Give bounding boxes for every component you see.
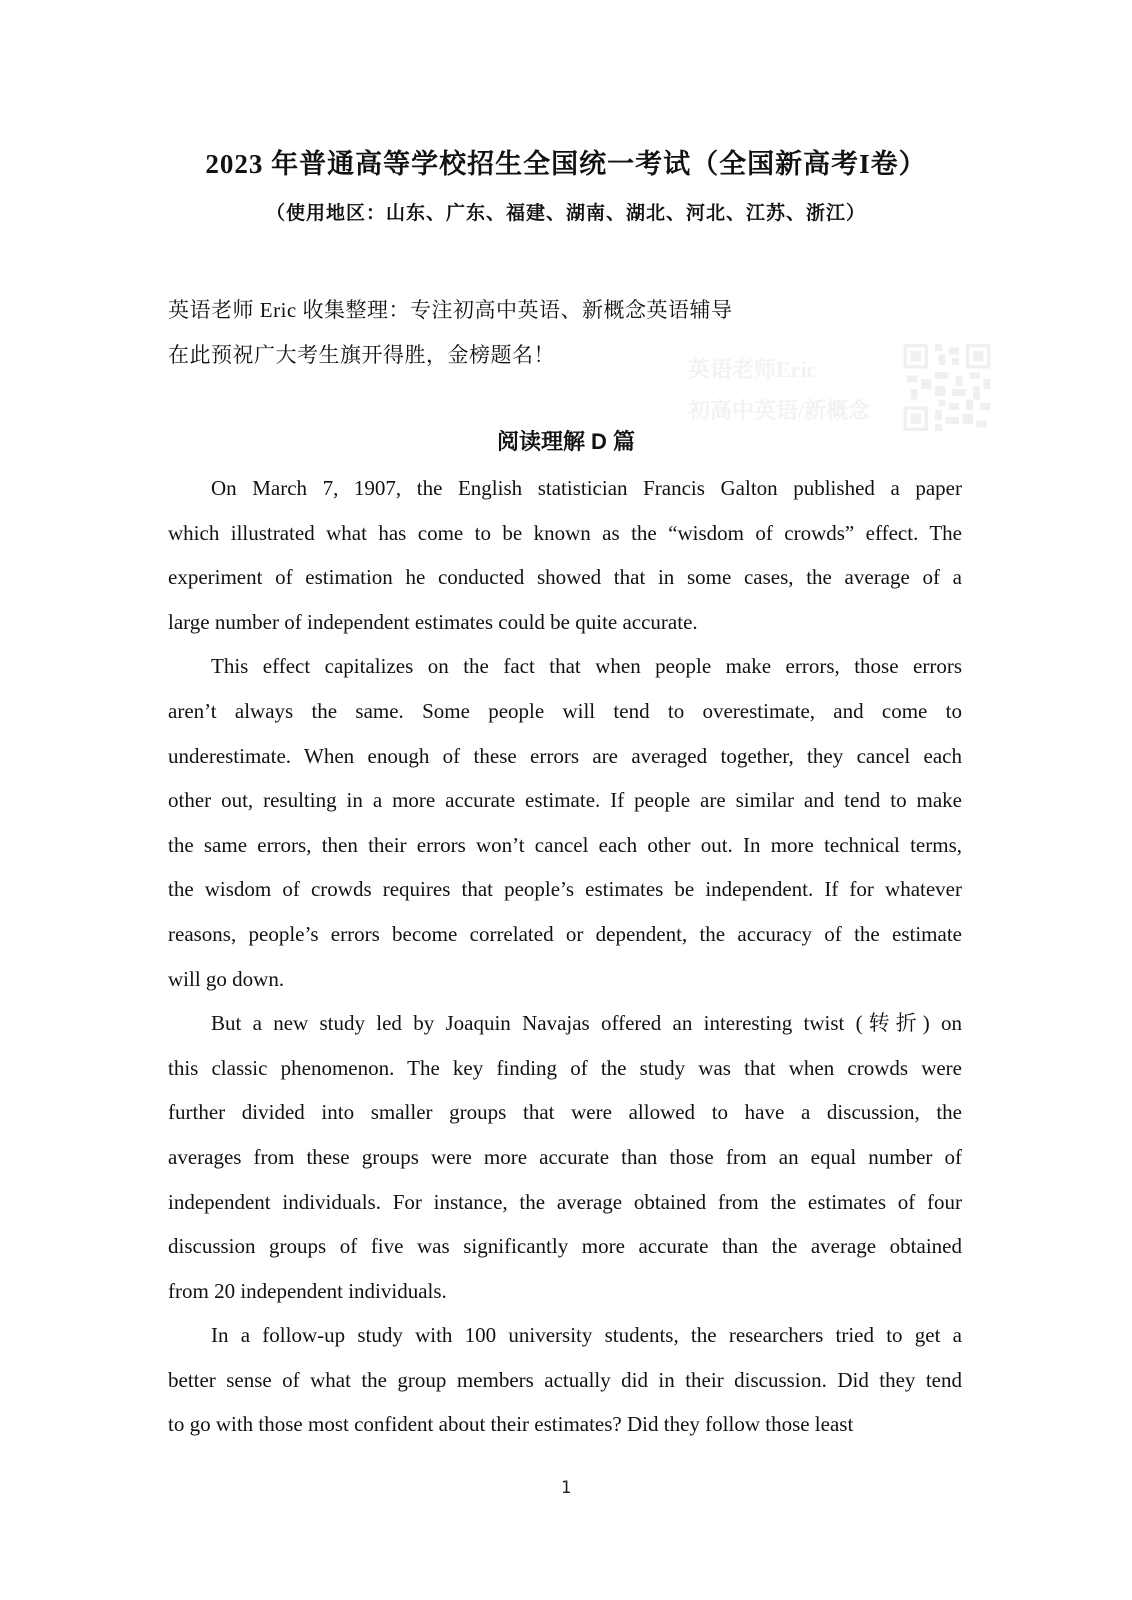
paragraph-line: other out, resulting in a more accurate estimate. If people are similar and tend to make bbox=[168, 788, 962, 813]
paragraph-line: discussion groups of five was significantly more accurate than the average obtained bbox=[168, 1234, 962, 1259]
paragraph-line: this classic phenomenon. The key finding of the study was that when crowds were bbox=[168, 1055, 962, 1080]
paragraph-line: large number of independent estimates could be quite accurate. bbox=[168, 609, 698, 634]
paragraph bbox=[168, 1313, 962, 1447]
paragraph-line: underestimate. When enough of these errors are averaged together, they cancel each bbox=[168, 743, 962, 768]
paragraph-line: further divided into smaller groups that were allowed to have a discussion, the bbox=[168, 1100, 962, 1125]
exam-regions-subtitle: （使用地区：山东、广东、福建、湖南、湖北、河北、江苏、浙江） bbox=[265, 203, 866, 224]
article-body bbox=[168, 466, 962, 1447]
paragraph-line: This effect capitalizes on the fact that when people make errors, those errors bbox=[211, 654, 962, 679]
watermark-text-line-2: 初高中英语/新概念 bbox=[688, 398, 871, 423]
paragraph-line: which illustrated what has come to be known as the “wisdom of crowds” effect. The bbox=[168, 520, 962, 545]
paragraph bbox=[168, 466, 962, 644]
paragraph-line: But a new study led by Joaquin Navajas offered an interesting twist (转折) on bbox=[211, 1011, 962, 1036]
paragraph-line: better sense of what the group members actually did in their discussion. Did they tend bbox=[168, 1367, 962, 1392]
paragraph bbox=[168, 644, 962, 1001]
paragraph-line: experiment of estimation he conducted showed that in some cases, the average of a bbox=[168, 565, 962, 590]
paragraph-line: reasons, people’s errors become correlated or dependent, the accuracy of the estimate bbox=[168, 921, 962, 946]
compiler-note-line-1: 英语老师 Eric 收集整理：专注初高中英语、新概念英语辅导 bbox=[168, 298, 733, 322]
page-number: 1 bbox=[560, 1478, 572, 1498]
compiler-note bbox=[168, 288, 964, 378]
paragraph-line: independent individuals. For instance, the average obtained from the estimates of four bbox=[168, 1189, 962, 1214]
paragraph-line: aren’t always the same. Some people will tend to overestimate, and come to bbox=[168, 698, 962, 723]
paragraph-line: from 20 independent individuals. bbox=[168, 1278, 447, 1303]
paragraph-line: On March 7, 1907, the English statistician Francis Galton published a paper bbox=[211, 476, 962, 500]
paragraph-line: will go down. bbox=[168, 966, 285, 991]
section-heading: 阅读理解 D 篇 bbox=[496, 429, 636, 454]
paragraph-line: the wisdom of crowds requires that people’s estimates be independent. If for whatever bbox=[168, 877, 962, 902]
exam-title: 2023 年普通高等学校招生全国统一考试（全国新高考I卷） bbox=[205, 149, 927, 179]
paragraph-line: In a follow-up study with 100 university students, the researchers tried to get a bbox=[211, 1323, 962, 1348]
paragraph bbox=[168, 1001, 962, 1313]
watermark-text-line-1: 英语老师Eric bbox=[688, 357, 817, 382]
paragraph-line: averages from these groups were more accurate than those from an equal number of bbox=[168, 1144, 962, 1169]
paragraph-line: to go with those most confident about their estimates? Did they follow those least bbox=[168, 1412, 854, 1437]
paragraph-line: the same errors, then their errors won’t cancel each other out. In more technical terms, bbox=[168, 832, 962, 857]
compiler-note-line-2: 在此预祝广大考生旗开得胜，金榜题名！ bbox=[168, 343, 555, 367]
